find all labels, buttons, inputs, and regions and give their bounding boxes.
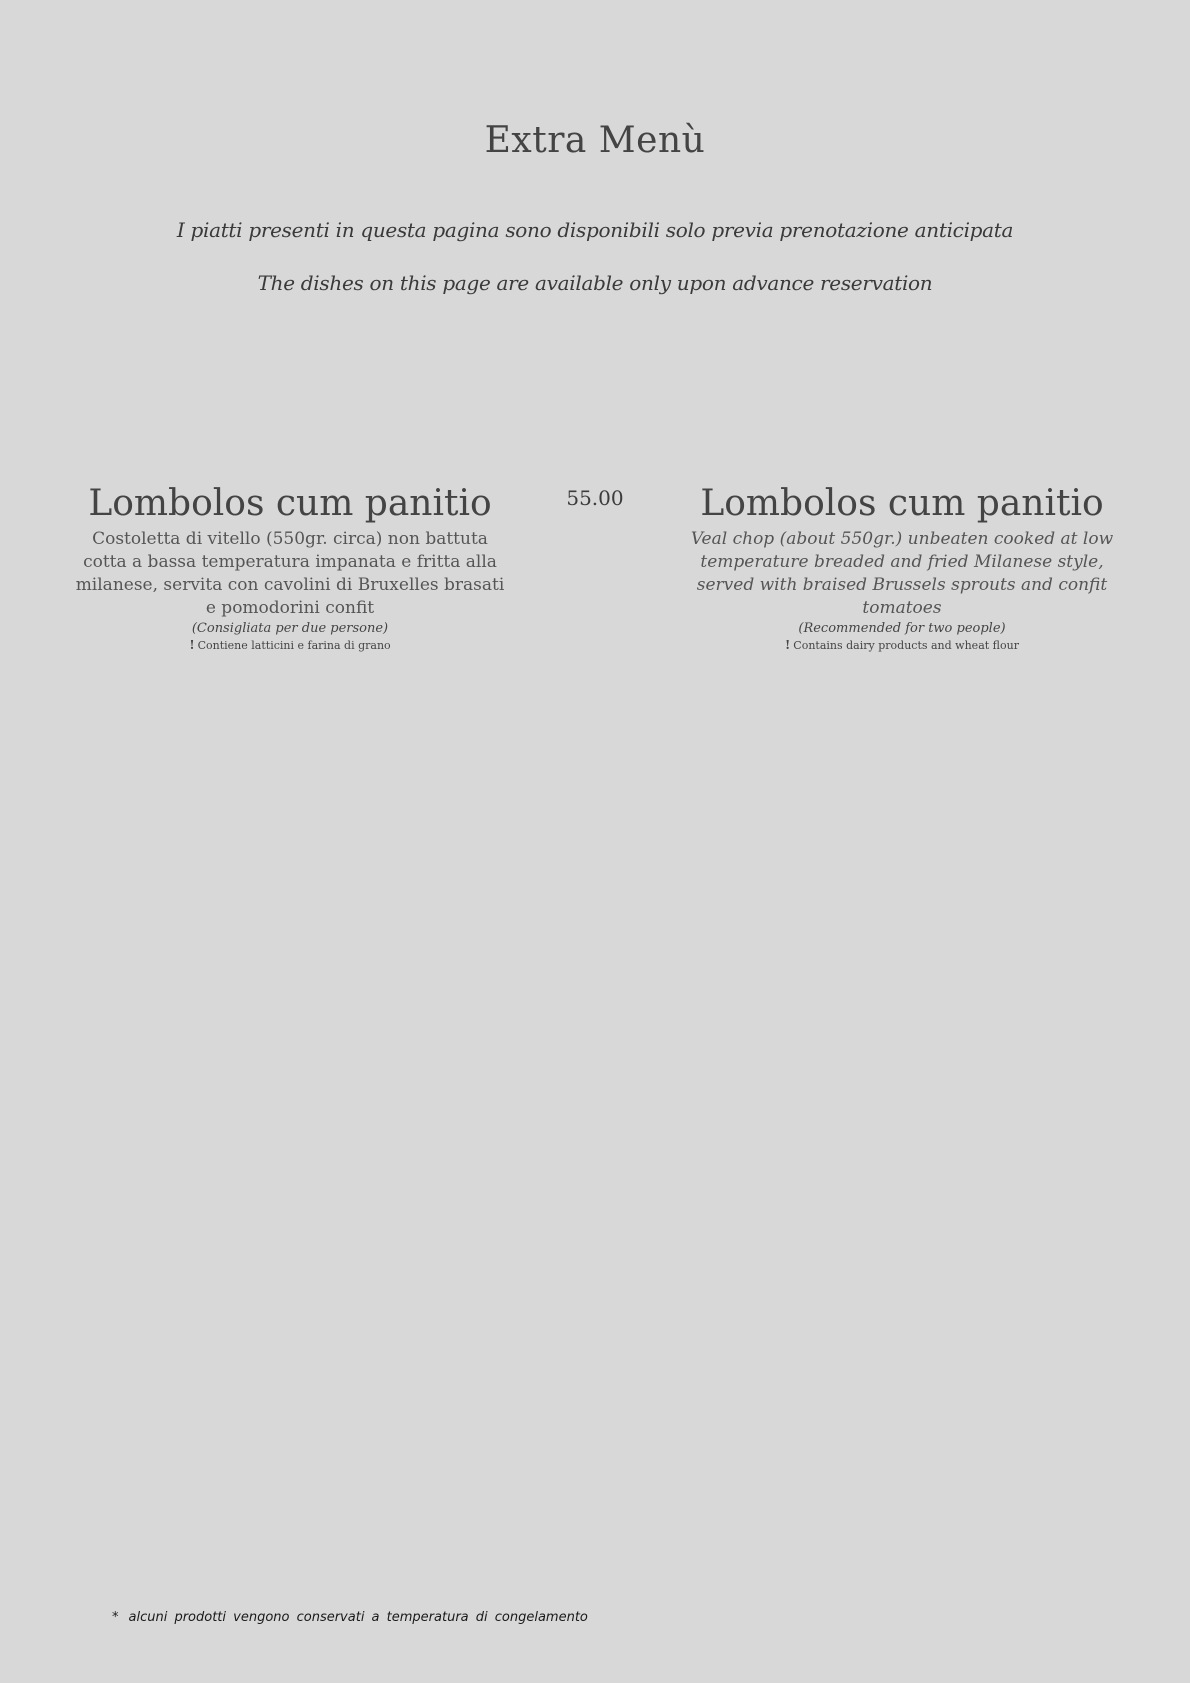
allergen-warning-icon: ! [785,638,791,652]
dish-note-english: (Recommended for two people) [798,621,1006,636]
reservation-notice-italian: I piatti presenti in questa pagina sono disponibili solo previa prenotazione anticipata [176,218,1014,242]
allergen-text-italian: Contiene latticini e farina di grano [197,639,391,652]
footnote-text: alcuni prodotti vengono conservati a temperatura di congelamento [128,1610,588,1625]
dish-italian [70,482,510,654]
footnote-asterisk: * [112,1610,119,1625]
footnote [112,1610,588,1625]
dish-price: 55.00 [566,486,624,510]
dish-allergen-italian [70,637,510,654]
reservation-notice-english: The dishes on this page are available only upon advance reservation [257,271,933,295]
dish-allergen-english [682,637,1122,654]
page-title: Extra Menù [484,120,706,161]
allergen-text-english: Contains dairy products and wheat flour [793,639,1019,652]
allergen-warning-icon: ! [189,638,195,652]
dish-english [682,482,1122,654]
dish-description-english: Veal chop (about 550gr.) unbeaten cooked at low temperature breaded and fried Milanese style, served with braised Brussels sprouts and confit tomatoes [690,529,1114,618]
dish-note-italian: (Consigliata per due persone) [191,621,389,636]
dish-name-italian: Lombolos cum panitio [88,483,492,524]
dish-description-italian: Costoletta di vitello (550gr. circa) non battuta cotta a bassa temperatura impanata e fritta alla milanese, servita con cavolini di Bruxelles brasati e pomodorini confit [75,529,505,618]
dish-name-english: Lombolos cum panitio [700,483,1104,524]
